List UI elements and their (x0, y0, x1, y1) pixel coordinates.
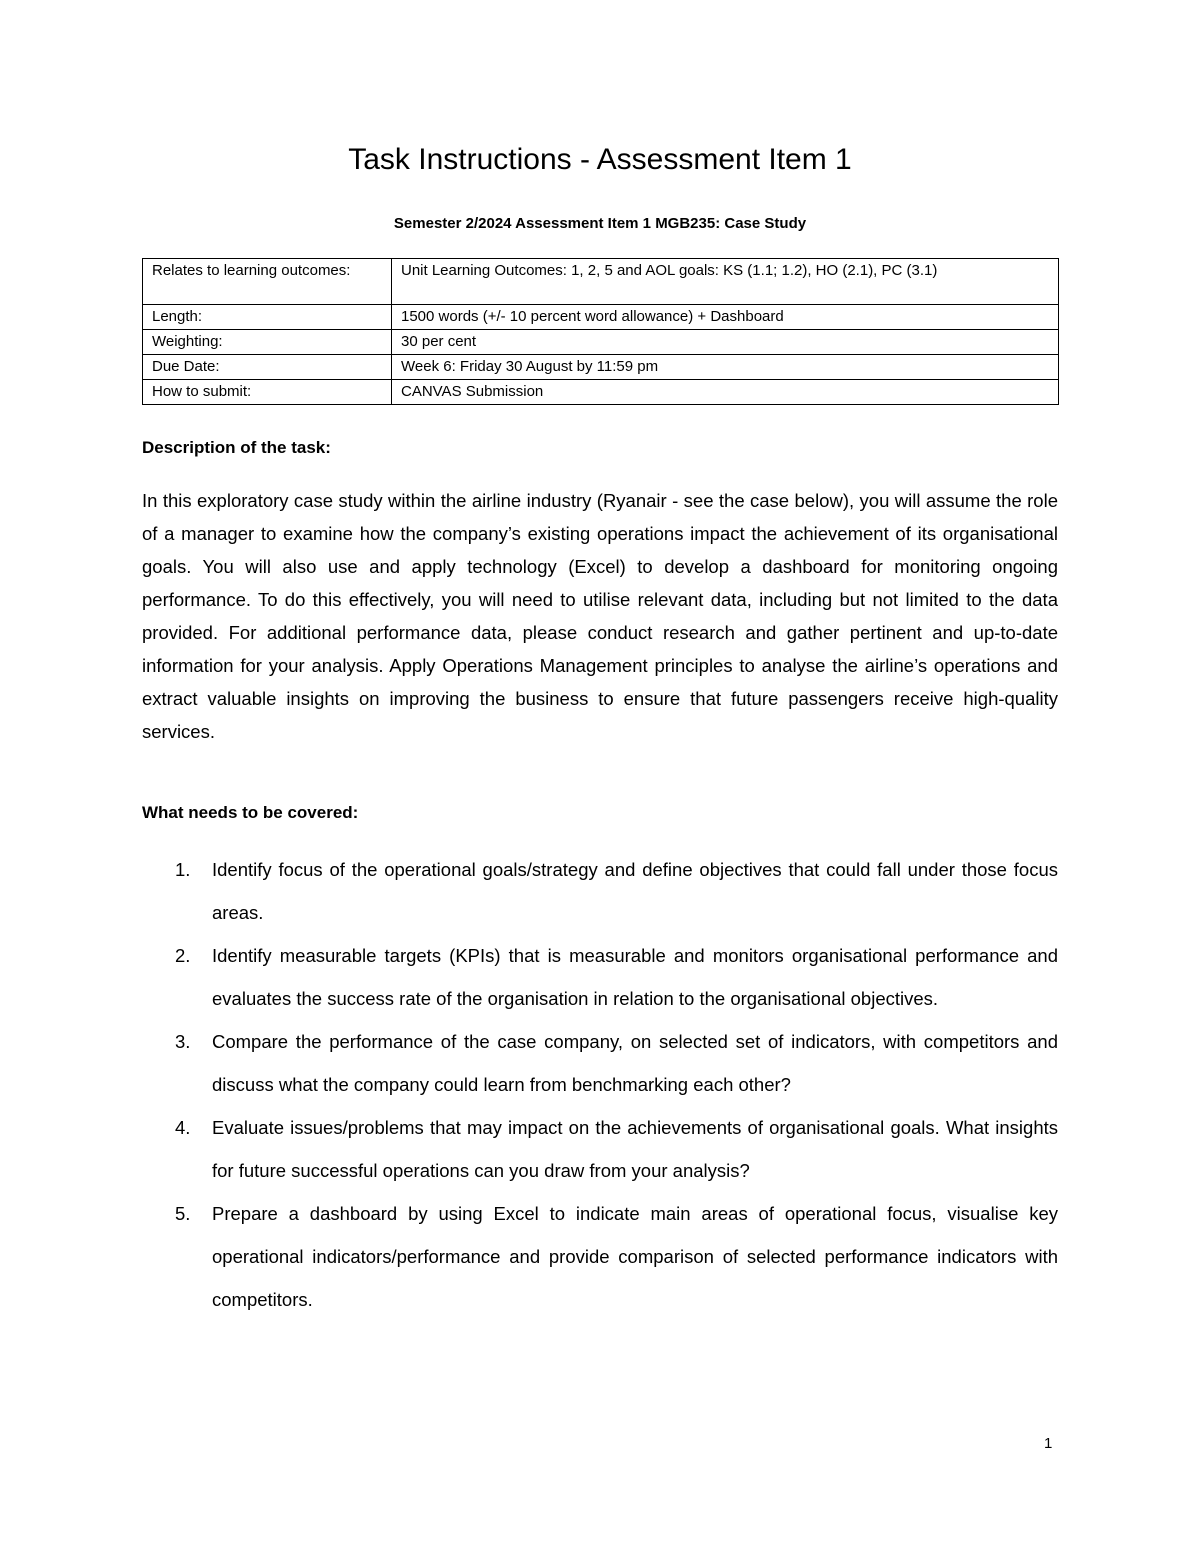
assessment-info-table (142, 258, 1059, 405)
table-row (143, 305, 1059, 330)
row-value: CANVAS Submission (392, 380, 1059, 405)
list-item: 2. Identify measurable targets (KPIs) that is measurable and monitors organisational performance and evaluates the success rate of the organisation in relation to the organisational objectives. (175, 945, 1058, 1009)
requirements-list (142, 848, 1058, 1321)
page-title: Task Instructions - Assessment Item 1 (348, 143, 852, 176)
table-row (143, 355, 1059, 380)
page-number: 1 (1044, 1435, 1053, 1452)
row-label: Relates to learning outcomes: (143, 259, 392, 305)
list-item: 1. Identify focus of the operational goals/strategy and define objectives that could fall under those focus areas. (175, 859, 1058, 923)
covered-heading: What needs to be covered: (142, 803, 359, 822)
row-value: 1500 words (+/- 10 percent word allowance) + Dashboard (392, 305, 1059, 330)
table-row (143, 330, 1059, 355)
row-value: Unit Learning Outcomes: 1, 2, 5 and AOL goals: KS (1.1; 1.2), HO (2.1), PC (3.1) (392, 259, 1059, 305)
row-label: Weighting: (143, 330, 392, 355)
table-row (143, 259, 1059, 305)
row-value: Week 6: Friday 30 August by 11:59 pm (392, 355, 1059, 380)
row-value: 30 per cent (392, 330, 1059, 355)
row-label: Due Date: (143, 355, 392, 380)
row-label: How to submit: (143, 380, 392, 405)
row-label: Length: (143, 305, 392, 330)
page-subtitle: Semester 2/2024 Assessment Item 1 MGB235: Case Study (393, 215, 807, 232)
list-item: 4. Evaluate issues/problems that may impact on the achievements of organisational goals. What insights for future successful operations can you draw from your analysis? (175, 1117, 1058, 1181)
description-heading: Description of the task: (142, 438, 331, 457)
description-paragraph: In this exploratory case study within the airline industry (Ryanair - see the case below), you will assume the role of a manager to examine how the company’s existing operations impact the achievement of its organisational goals. You will also use and apply technology (Excel) to develop a dashboard for monitoring ongoing performance. To do this effectively, you will need to utilise relevant data, including but not limited to the data provided. For additional performance data, please conduct research and gather pertinent and up-to-date information for your analysis. Apply Operations Management principles to analyse the airline’s operations and extract valuable insights on improving the business to ensure that future passengers receive high-quality services. (142, 490, 1058, 742)
table-row (143, 380, 1059, 405)
list-item: 5. Prepare a dashboard by using Excel to indicate main areas of operational focus, visualise key operational indicators/performance and provide comparison of selected performance indicators with competitors. (175, 1203, 1058, 1310)
list-item: 3. Compare the performance of the case company, on selected set of indicators, with competitors and discuss what the company could learn from benchmarking each other? (175, 1031, 1058, 1095)
